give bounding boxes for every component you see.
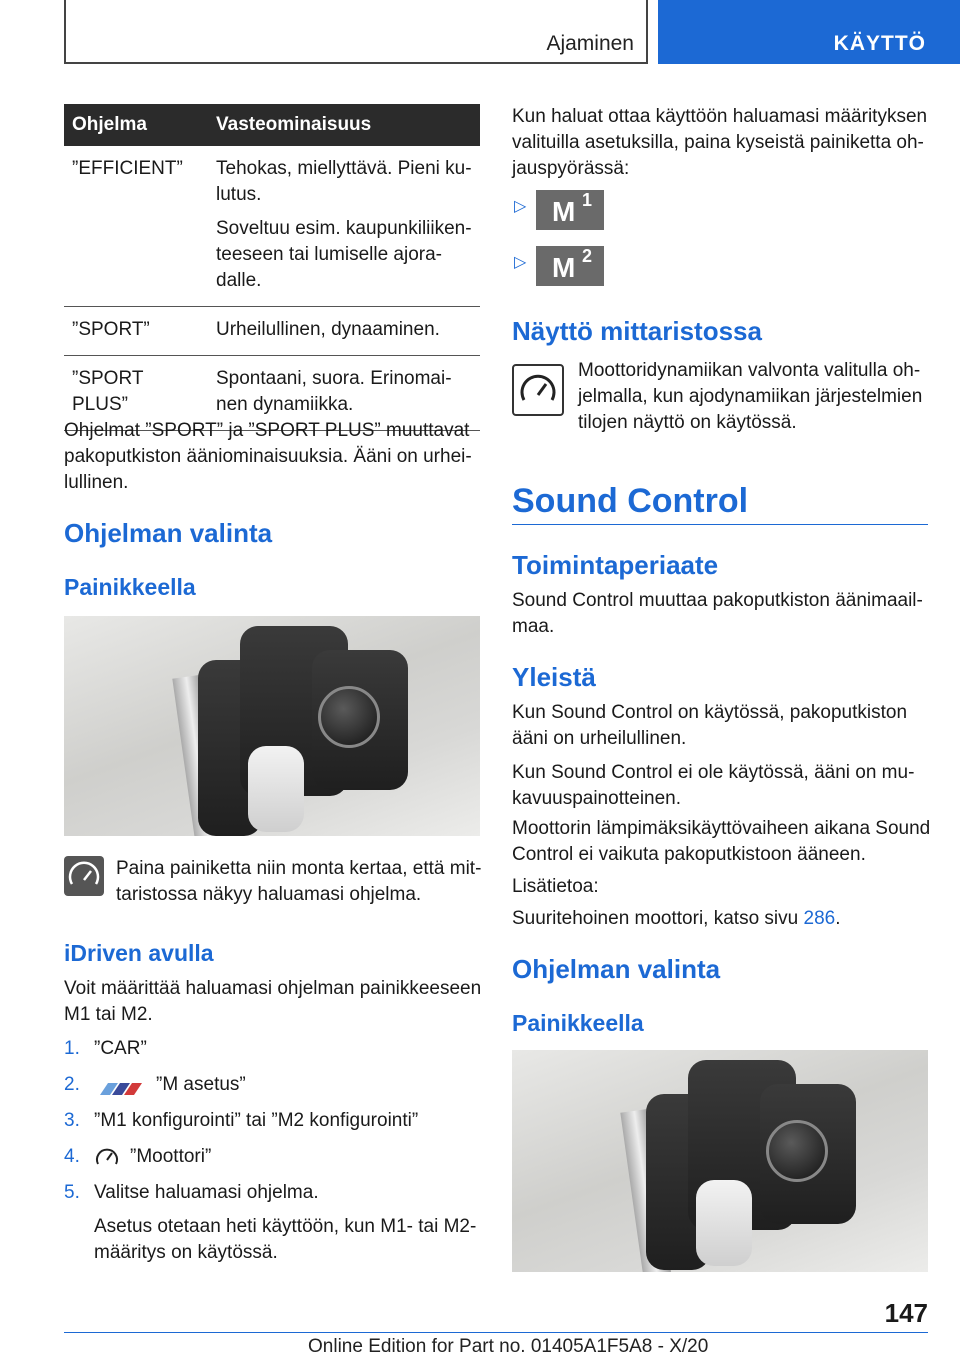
m2-button-icon: M 2	[536, 246, 604, 286]
heading-by-button: Painikkeella	[64, 574, 196, 600]
list-item	[64, 1180, 480, 1266]
step-text: ”Moottori”	[130, 1146, 212, 1167]
bullet-triangle-icon: ▷	[514, 254, 527, 271]
step-number: 4.	[64, 1146, 80, 1167]
step-text: ”CAR”	[94, 1038, 147, 1059]
table-cell-program: ”SPORT PLUS”	[64, 356, 208, 431]
heading-idrive: iDriven avulla	[64, 940, 214, 966]
general-text-2: Kun Sound Control ei ole käytössä, ääni on mu-kavuuspainotteinen.	[512, 762, 915, 809]
step-subtext: Asetus otetaan heti käyttöön, kun M1- tai M2-määritys on käytössä.	[94, 1216, 477, 1263]
step-text: Valitse haluamasi ohjelma.	[94, 1182, 319, 1203]
steering-paragraph: Kun haluat ottaa käyttöön haluamasi määrityksen valituilla asetuksilla, paina kyseistä painiketta oh-jauspyörässä:	[512, 106, 928, 179]
console-photo-2	[512, 1050, 928, 1272]
page-number: 147	[884, 1298, 928, 1328]
heading-display: Näyttö mittaristossa	[512, 316, 762, 346]
heading-principle: Toimintaperiaate	[512, 550, 719, 580]
table-header-response: Vasteominaisuus	[208, 104, 480, 146]
heading-program-select-2: Ohjelman valinta	[512, 954, 721, 984]
sound-paragraph: Ohjelmat ”SPORT” ja ”SPORT PLUS” muuttavat pakoputkiston ääniominaisuuksia. Ääni on urhei-lullinen.	[64, 420, 472, 493]
heading-by-button-2: Painikkeella	[512, 1010, 644, 1036]
list-item	[64, 1072, 480, 1098]
list-item	[64, 1144, 480, 1170]
heading-rule	[512, 524, 928, 525]
table-cell-response: Urheilullinen, dynaaminen.	[208, 307, 480, 356]
footer-rule	[64, 1332, 928, 1333]
response-text: Tehokas, miellyttävä. Pieni ku-lutus.	[216, 158, 472, 205]
table-cell-program: ”EFFICIENT”	[64, 146, 208, 307]
principle-text: Sound Control muuttaa pakoputkiston äänimaail-maa.	[512, 590, 923, 637]
general-text-1: Kun Sound Control on käytössä, pakoputkiston ääni on urheilullinen.	[512, 702, 908, 749]
heading-sound-control: Sound Control	[512, 482, 749, 520]
program-table	[64, 104, 480, 431]
header-section: Ajaminen	[546, 32, 634, 55]
more-info-label: Lisätietoa:	[512, 876, 599, 897]
gauge-outline-icon	[512, 364, 564, 416]
step-text: ”M asetus”	[156, 1074, 246, 1095]
header-chapter: KÄYTTÖ	[833, 32, 926, 55]
header-chapter-box	[658, 0, 960, 64]
edition-text: Online Edition for Part no. 01405A1F5A8 - X/20	[308, 1336, 709, 1357]
page-link[interactable]: 286	[803, 908, 836, 929]
heading-program-select: Ohjelman valinta	[64, 518, 273, 548]
bullet-triangle-icon: ▷	[514, 198, 527, 215]
list-item	[64, 1108, 480, 1134]
general-text-3: Moottorin lämpimäksikäyttövaiheen aikana Sound Control ei vaikuta pakoputkistoon ääneen.	[512, 818, 931, 865]
table-row	[64, 146, 480, 307]
header-section-box	[64, 0, 648, 64]
console-photo	[64, 616, 480, 836]
table-cell-program: ”SPORT”	[64, 307, 208, 356]
table-header-program: Ohjelma	[64, 104, 208, 146]
step-number: 1.	[64, 1038, 80, 1059]
table-row	[64, 307, 480, 356]
step-number: 3.	[64, 1110, 80, 1131]
press-note: Paina painiketta niin monta kertaa, että mit-taristossa näkyy haluamasi ohjelma.	[116, 858, 482, 905]
response-text: Soveltuu esim. kaupunkiliiken-teeseen tai lumiselle ajora-dalle.	[216, 218, 472, 291]
idrive-text: Voit määrittää haluamasi ohjelman painikkeeseen M1 tai M2.	[64, 978, 482, 1025]
display-text: Moottoridynamiikan valvonta valitulla oh-jelmalla, kun ajodynamiikan järjestelmien tilojen näyttö on käytössä.	[578, 360, 923, 433]
m1-button-icon: M 1	[536, 190, 604, 230]
list-item	[64, 1036, 480, 1062]
table-cell-response	[208, 146, 480, 307]
engine-gauge-icon	[94, 1147, 120, 1167]
more-info-text: Suuritehoinen moottori, katso sivu 286.	[512, 908, 841, 929]
m-stripes-icon	[94, 1078, 150, 1092]
step-number: 2.	[64, 1074, 80, 1095]
step-text: ”M1 konfigurointi” tai ”M2 konfigurointi”	[94, 1110, 419, 1131]
heading-general: Yleistä	[512, 662, 596, 692]
gauge-icon	[64, 856, 104, 896]
steps-list	[64, 1036, 480, 1276]
step-number: 5.	[64, 1182, 80, 1203]
table-cell-response: Spontaani, suora. Erinomai-nen dynamiikka.	[208, 356, 480, 431]
